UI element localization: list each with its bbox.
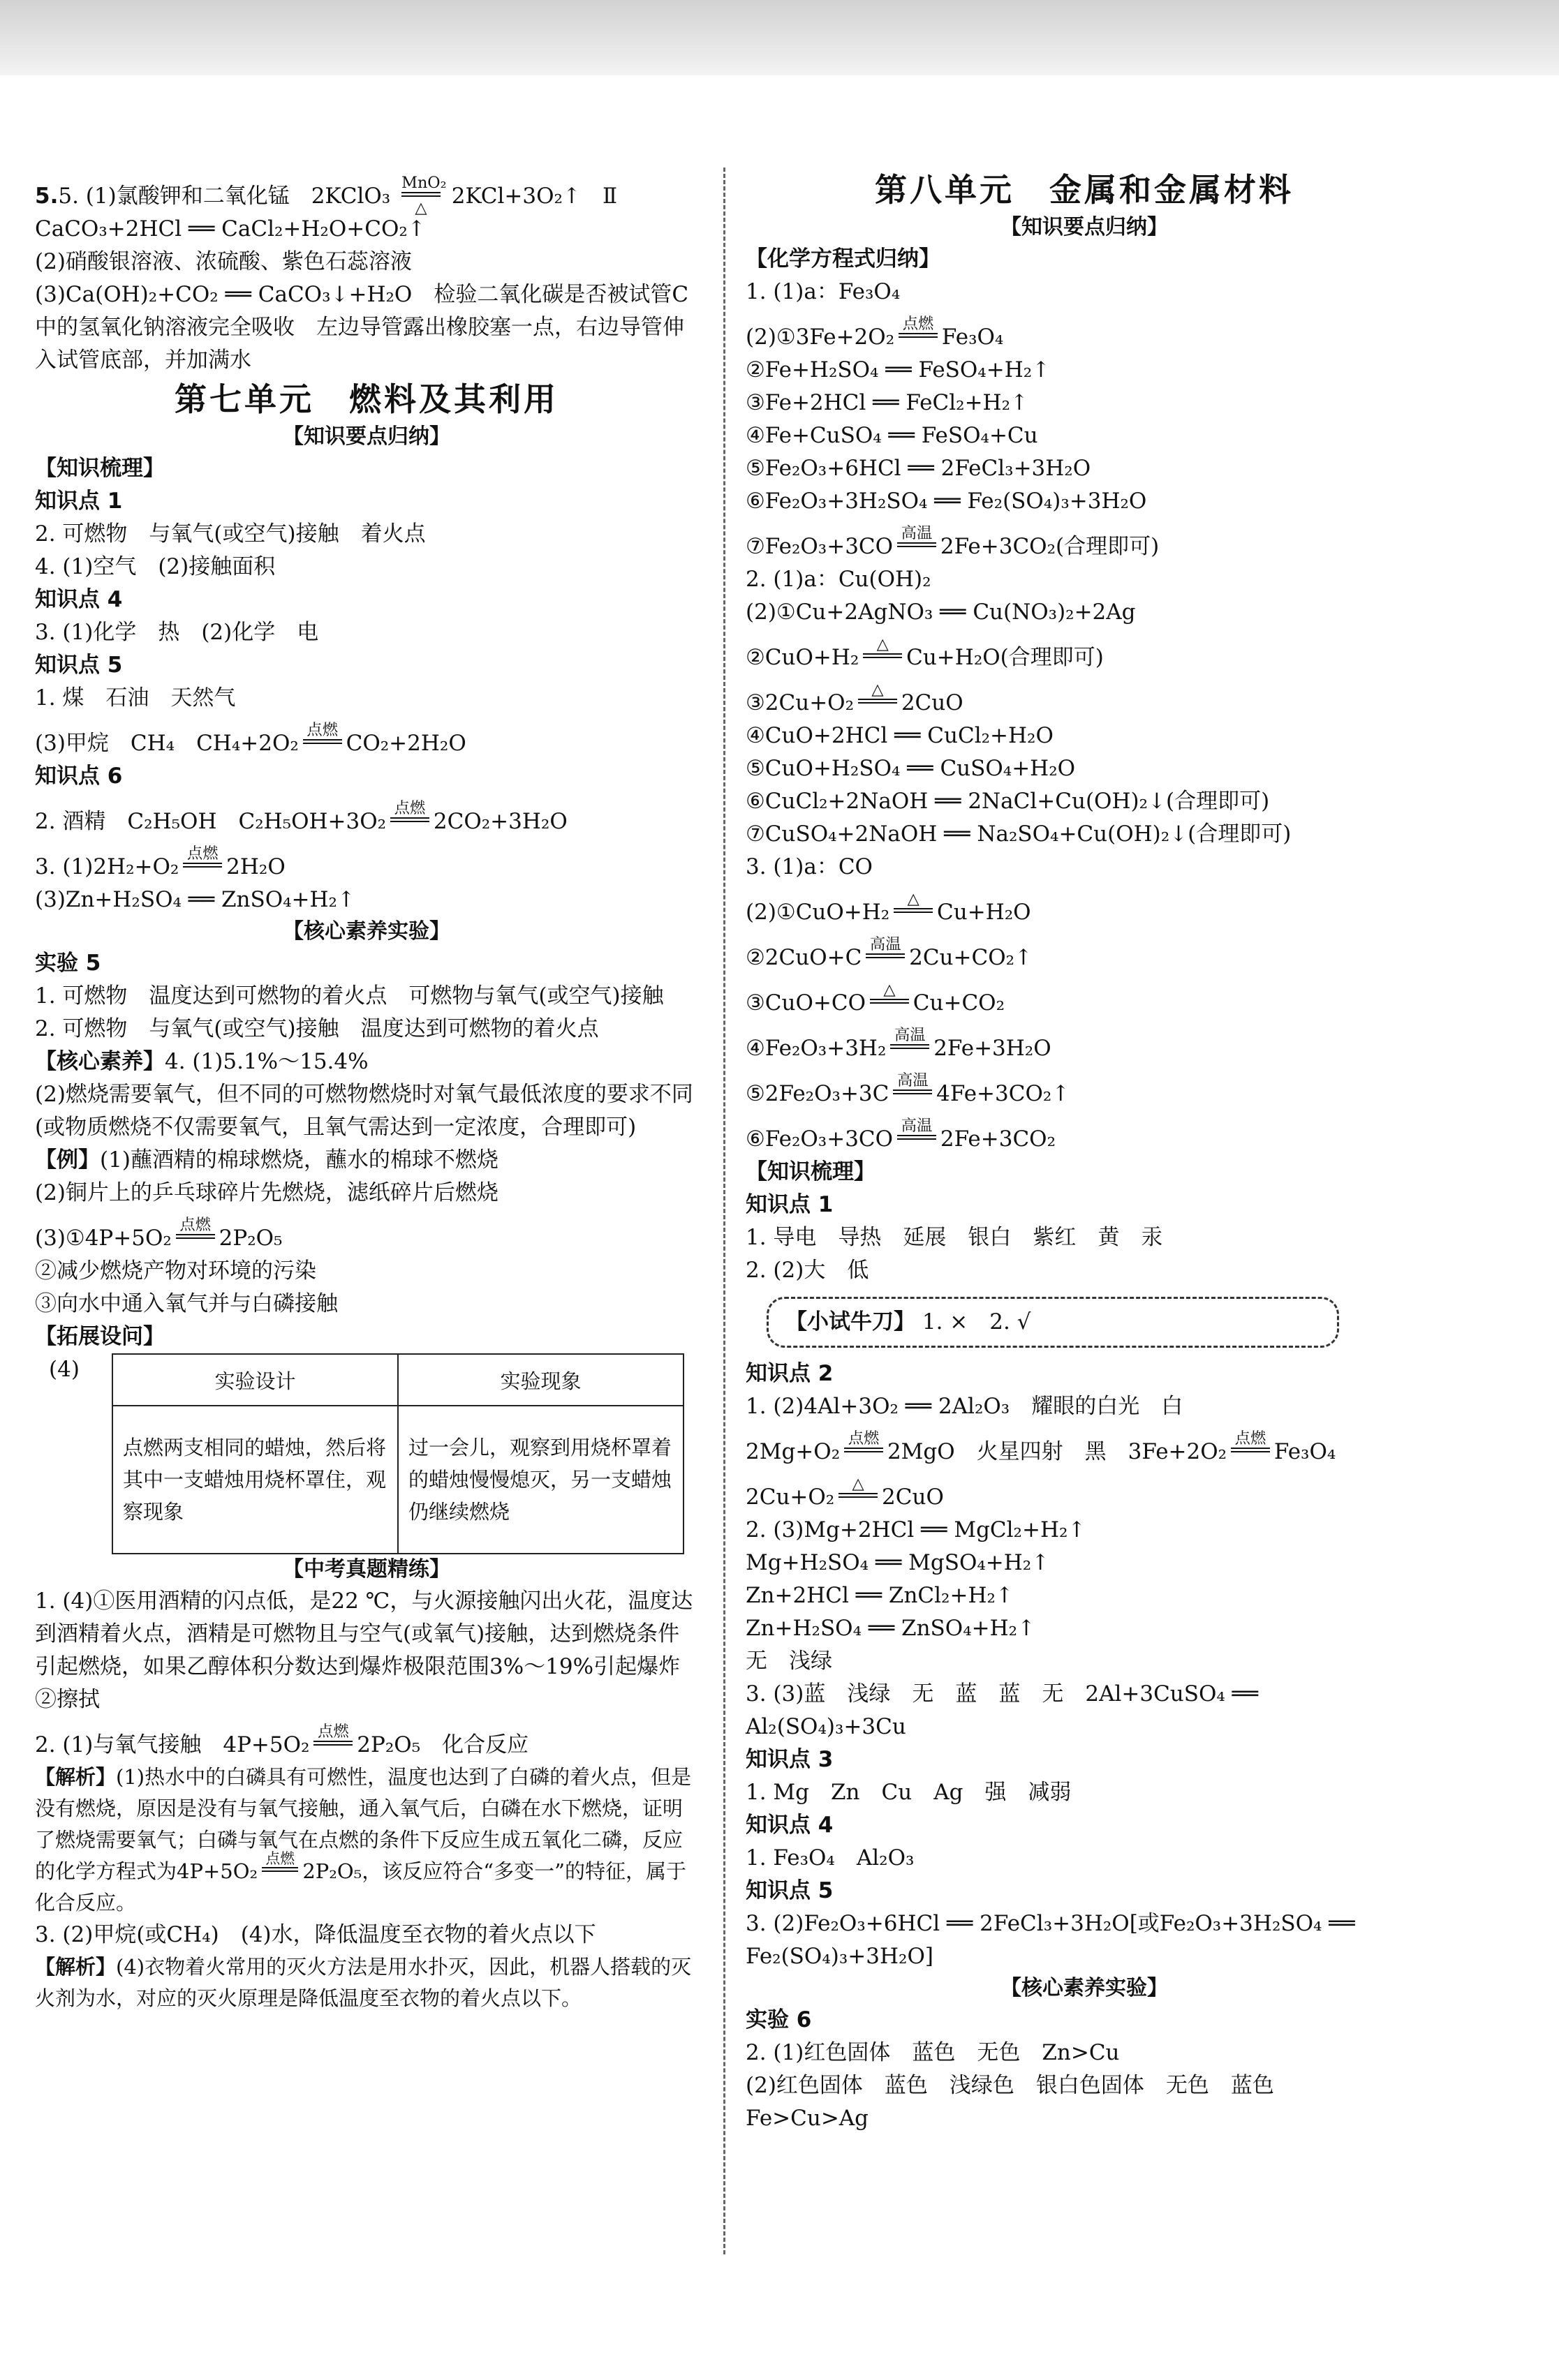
- equation-left: (3)甲烷 CH₄ CH₄+2O₂: [35, 731, 299, 756]
- condition-label: 高温: [901, 524, 933, 543]
- answer-line: 3. (1)a：CO: [746, 854, 873, 879]
- condition-label: 点燃: [186, 845, 219, 863]
- reaction-condition: [303, 721, 342, 750]
- knowledge-point-label: 知识点 2: [746, 1361, 834, 1386]
- answer-line: 1. 可燃物 温度达到可燃物的着火点 可燃物与氧气(或空气)接触: [35, 983, 664, 1009]
- answer-line: ③向水中通入氧气并与白磷接触: [35, 1291, 338, 1316]
- equation-left: ②CuO+H₂: [746, 645, 859, 670]
- answer-line: 3. (2)Fe₂O₃+6HCl ══ 2FeCl₃+3H₂O[或Fe₂O₃+3H₂SO₄ ══: [746, 1911, 1355, 1936]
- equation-line: ⑤Fe₂O₃+6HCl ══ 2FeCl₃+3H₂O: [746, 456, 1091, 481]
- experiment-table-wrap: [35, 1353, 698, 1554]
- quick-try-answers: 1. × 2. √: [922, 1309, 1031, 1334]
- heat-symbol: △: [871, 680, 884, 699]
- table-header: 实验现象: [398, 1354, 684, 1406]
- catalyst-label: MnO₂: [401, 174, 447, 193]
- section-heading: 【核心素养实验】: [1000, 1976, 1168, 2000]
- right-column: [746, 168, 1423, 2135]
- answer-line: (3)Zn+H₂SO₄ ══ ZnSO₄+H₂↑: [35, 887, 355, 912]
- equation-right: Cu+H₂O(合理即可): [906, 645, 1104, 670]
- equation-line: ②Fe+H₂SO₄ ══ FeSO₄+H₂↑: [746, 357, 1051, 382]
- equation-right: 2P₂O₅: [219, 1226, 283, 1251]
- equation-right: 2Fe+3CO₂: [940, 1126, 1056, 1152]
- heat-symbol: △: [876, 635, 889, 654]
- section-heading: 【化学方程式归纳】: [746, 246, 940, 272]
- condition-label: 点燃: [1234, 1429, 1266, 1448]
- knowledge-point-label: 知识点 3: [746, 1747, 834, 1772]
- equation-left: ④Fe₂O₃+3H₂: [746, 1036, 887, 1061]
- experiment-label: 实验 6: [746, 2007, 812, 2032]
- answer-line: 1. Fe₃O₄ Al₂O₃: [746, 1845, 915, 1870]
- example-label: 【例】: [35, 1147, 100, 1173]
- answer-line: 1. (4)①医用酒精的闪点低，是22 ℃，与火源接触闪出火花，温度达到酒精着火点，酒精是可燃物且与空气(或氧气)接触，达到燃烧条件引起燃烧，如果乙醇体积分数达到爆炸极限范围3%～19%引起爆炸 ②擦拭: [35, 1589, 702, 1712]
- equation-line: ⑥CuCl₂+2NaOH ══ 2NaCl+Cu(OH)₂↓(合理即可): [746, 789, 1270, 814]
- equation-line: 2. (3)Mg+2HCl ══ MgCl₂+H₂↑: [746, 1517, 1086, 1542]
- answer-line: [35, 793, 698, 838]
- answer-line: [35, 1716, 698, 1762]
- answer-text: 2KCl+3O₂↑ Ⅱ: [451, 184, 618, 209]
- equation-left: ③CuO+CO: [746, 990, 866, 1016]
- condition-label: 点燃: [306, 721, 339, 740]
- equation-line: ④CuO+2HCl ══ CuCl₂+H₂O: [746, 723, 1054, 748]
- condition-label: 点燃: [179, 1216, 212, 1235]
- equation-left: 2. 酒精 C₂H₅OH C₂H₅OH+3O₂: [35, 809, 387, 834]
- analysis-paragraph: [35, 1762, 698, 1919]
- equation-line: [746, 1110, 1423, 1156]
- answer-line: 2. 可燃物 与氧气(或空气)接触 温度达到可燃物的着火点: [35, 1016, 599, 1041]
- answer-line: 3. (1)化学 热 (2)化学 电: [35, 620, 319, 645]
- analysis-label: 【解析】: [35, 1765, 117, 1789]
- equation-left: ⑥Fe₂O₃+3CO: [746, 1126, 894, 1152]
- unit-title: 第八单元 金属和金属材料: [875, 171, 1294, 209]
- table-cell: 过一会儿，观察到用烧杯罩着的蜡烛慢慢熄灭，另一支蜡烛仍继续燃烧: [398, 1406, 684, 1554]
- equation-line: [746, 1065, 1423, 1110]
- equation-right: 2P₂O₅ 化合反应: [357, 1732, 529, 1757]
- equation-right: 2H₂O: [226, 854, 286, 879]
- section-heading: 【知识要点归纳】: [1000, 215, 1168, 239]
- answer-line: 5.5. (1)氯酸钾和二氧化锰 2KClO₃ MnO₂ △ 2KCl+3O₂↑ Ⅱ: [35, 174, 618, 217]
- analysis-text: (1)热水中的白磷具有可燃性，温度也达到了白磷的着火点，但是没有燃烧，原因是没有与氧气接触，通入氧气后，白磷在水下燃烧，证明了燃烧需要氧气；白磷与氧气在点燃的条件下反应生成五氧化二磷，反应的化学方程式为4P+5O₂: [35, 1765, 692, 1883]
- equation-line: [746, 1468, 1423, 1514]
- equation-left: (3)①4P+5O₂: [35, 1226, 172, 1251]
- equation-line: Zn+2HCl ══ ZnCl₂+H₂↑: [746, 1583, 1014, 1608]
- equation-line: [746, 629, 1423, 674]
- knowledge-point-label: 知识点 4: [35, 587, 123, 612]
- reaction-condition: [897, 1117, 936, 1146]
- equation-line: Zn+H₂SO₄ ══ ZnSO₄+H₂↑: [746, 1616, 1036, 1641]
- equation-line: ⑦CuSO₄+2NaOH ══ Na₂SO₄+Cu(OH)₂↓(合理即可): [746, 821, 1292, 847]
- table-cell: 点燃两支相同的蜡烛，然后将其中一支蜡烛用烧杯罩住，观察现象: [112, 1406, 398, 1554]
- answer-line: 无 浅绿: [746, 1649, 832, 1674]
- answer-line: [35, 715, 698, 760]
- analysis-text: (4)衣物着火常用的灭火方法是用水扑灭，因此，机器人搭载的灭火剂为水，对应的灭火原理是降低温度至衣物的着火点以下。: [35, 1955, 692, 2010]
- answer-line: [35, 1144, 698, 1177]
- equation-line: [746, 1020, 1423, 1065]
- answer-line: 1. (2)4Al+3O₂ ══ 2Al₂O₃ 耀眼的白光 白: [746, 1394, 1183, 1419]
- equation-right: Cu+CO₂: [913, 990, 1005, 1016]
- answer-line: [35, 1046, 698, 1078]
- analysis-text: 2P₂O₅，该反应符合“多变一”的特征，属于化合反应。: [35, 1859, 686, 1914]
- knowledge-point-label: 知识点 6: [35, 764, 123, 789]
- answer-line: 2. (1)红色固体 蓝色 无色 Zn>Cu: [746, 2040, 1120, 2065]
- equation-line: [746, 929, 1423, 974]
- analysis-paragraph: [35, 1951, 698, 2014]
- answer-line: [35, 838, 698, 884]
- knowledge-point-label: 知识点 5: [746, 1878, 834, 1903]
- equation-line: ④Fe+CuSO₄ ══ FeSO₄+Cu: [746, 423, 1038, 448]
- quick-try-box: [767, 1297, 1339, 1348]
- condition-label: 高温: [869, 935, 901, 954]
- reaction-condition: [313, 1723, 353, 1752]
- reaction-condition: [390, 799, 429, 828]
- equation-left: ⑤2Fe₂O₃+3C: [746, 1081, 889, 1106]
- reaction-condition: [893, 1071, 932, 1101]
- section-heading: 【知识梳理】: [35, 456, 165, 481]
- answer-line: 1. Mg Zn Cu Ag 强 减弱: [746, 1780, 1072, 1805]
- condition-label: 点燃: [265, 1850, 295, 1868]
- equation-line: (2)①Cu+2AgNO₃ ══ Cu(NO₃)₂+2Ag: [746, 600, 1136, 625]
- reaction-condition: [863, 635, 902, 664]
- condition-label: 点燃: [902, 315, 934, 334]
- equation-right: CO₂+2H₂O: [346, 731, 466, 756]
- answer-line: 1. 煤 石油 天然气: [35, 685, 236, 711]
- column-divider: [723, 168, 725, 2254]
- equation-right: 2MgO 火星四射 黑 3Fe+2O₂: [887, 1439, 1227, 1464]
- equation-left: ③2Cu+O₂: [746, 690, 855, 715]
- question-number: (4): [49, 1357, 80, 1382]
- equation-line: ⑥Fe₂O₃+3H₂SO₄ ══ Fe₂(SO₄)₃+3H₂O: [746, 489, 1147, 514]
- answer-line: (2)铜片上的乒乓球碎片先燃烧，滤纸碎片后燃烧: [35, 1180, 498, 1205]
- condition-label: 高温: [894, 1026, 926, 1045]
- equation-line: ⑤CuO+H₂SO₄ ══ CuSO₄+H₂O: [746, 756, 1076, 781]
- equation-line: Mg+H₂SO₄ ══ MgSO₄+H₂↑: [746, 1550, 1050, 1575]
- quick-try-label: 【小试牛刀】: [785, 1309, 915, 1334]
- equation-right: 2Cu+CO₂↑: [909, 945, 1033, 970]
- answer-line: Fe₂(SO₄)₃+3H₂O]: [746, 1944, 933, 1969]
- reaction-condition: [866, 935, 905, 965]
- condition-label: 点燃: [848, 1429, 880, 1448]
- equation-line: [746, 308, 1423, 354]
- equation-left: (2)①CuO+H₂: [746, 900, 890, 925]
- condition-label: 高温: [901, 1117, 933, 1136]
- answer-line: CaCO₃+2HCl ══ CaCl₂+H₂O+CO₂↑: [35, 216, 426, 241]
- equation-right: Cu+H₂O: [937, 900, 1031, 925]
- answer-line: Fe>Cu>Ag: [746, 2106, 869, 2131]
- equation-left: 2Mg+O₂: [746, 1439, 841, 1464]
- equation-line: [746, 1423, 1423, 1468]
- answer-line: (2)红色固体 蓝色 浅绿色 银白色固体 无色 蓝色: [746, 2073, 1274, 2098]
- equation-right: 2Fe+3H₂O: [933, 1036, 1051, 1061]
- reaction-condition: [838, 1475, 878, 1504]
- reaction-condition: [262, 1850, 298, 1878]
- answer-line: (2)燃烧需要氧气，但不同的可燃物燃烧时对氧气最低浓度的要求不同(或物质燃烧不仅需要氧气，且氧气需达到一定浓度，合理即可): [35, 1082, 693, 1140]
- core-label: 【核心素养】: [35, 1049, 165, 1074]
- heat-symbol: △: [852, 1475, 864, 1494]
- condition-label: 高温: [896, 1071, 929, 1090]
- equation-right: 2CuO: [882, 1485, 944, 1510]
- equation-line: [746, 974, 1423, 1020]
- answer-line: 1. 导电 导热 延展 银白 紫红 黄 汞: [746, 1225, 1163, 1250]
- equation-left: 2. (1)与氧气接触 4P+5O₂: [35, 1732, 310, 1757]
- reaction-condition: [401, 174, 447, 217]
- equation-left: 2Cu+O₂: [746, 1485, 835, 1510]
- equation-right: 2Fe+3CO₂(合理即可): [940, 534, 1160, 559]
- equation-line: [746, 884, 1423, 929]
- left-column: [35, 168, 702, 2014]
- heat-symbol: △: [883, 981, 896, 999]
- experiment-label: 实验 5: [35, 951, 101, 976]
- equation-right: 2CuO: [901, 690, 963, 715]
- section-heading: 【核心素养实验】: [283, 919, 450, 944]
- reaction-condition: [870, 981, 909, 1010]
- reaction-condition: [894, 890, 933, 919]
- reaction-condition: [858, 680, 897, 710]
- experiment-table: [112, 1353, 684, 1554]
- knowledge-point-label: 知识点 1: [35, 489, 123, 514]
- knowledge-point-label: 知识点 5: [35, 653, 123, 678]
- table-header: 实验设计: [112, 1354, 398, 1406]
- answer-line: 3. (2)甲烷(或CH₄) (4)水，降低温度至衣物的着火点以下: [35, 1922, 596, 1947]
- answer-line: 2. (1)a：Cu(OH)₂: [746, 567, 931, 592]
- equation-right: 2CO₂+3H₂O: [433, 809, 568, 834]
- heat-symbol: △: [907, 890, 919, 909]
- equation-right: Fe₃O₄: [941, 325, 1004, 350]
- equation-right: Fe₃O₄: [1273, 1439, 1336, 1464]
- answer-text: 5. (1)氯酸钾和二氧化锰 2KClO₃: [58, 184, 391, 209]
- equation-line: [746, 674, 1423, 720]
- heat-symbol: △: [415, 198, 427, 217]
- answer-text: (1)蘸酒精的棉球燃烧，蘸水的棉球不燃烧: [100, 1147, 498, 1173]
- condition-label: 点燃: [394, 799, 426, 818]
- answer-line: Al₂(SO₄)₃+3Cu: [746, 1714, 906, 1739]
- section-heading: 【中考真题精练】: [283, 1557, 450, 1582]
- answer-line: ②减少燃烧产物对环境的污染: [35, 1258, 316, 1284]
- section-heading: 【知识梳理】: [746, 1159, 875, 1184]
- equation-left: (2)①3Fe+2O₂: [746, 325, 895, 350]
- answer-line: (2)硝酸银溶液、浓硫酸、紫色石蕊溶液: [35, 249, 412, 274]
- reaction-condition: [1231, 1429, 1270, 1459]
- equation-left: 3. (1)2H₂+O₂: [35, 854, 179, 879]
- equation-left: ⑦Fe₂O₃+3CO: [746, 534, 894, 559]
- answer-line: 3. (3)蓝 浅绿 无 蓝 蓝 无 2Al+3CuSO₄ ══: [746, 1681, 1259, 1706]
- unit-title: 第七单元 燃料及其利用: [175, 380, 559, 418]
- answer-line: 4. (1)空气 (2)接触面积: [35, 554, 276, 579]
- condition-label: 点燃: [318, 1723, 349, 1741]
- knowledge-point-label: 知识点 4: [746, 1813, 834, 1838]
- reaction-condition: [899, 315, 938, 344]
- answer-line: (3)Ca(OH)₂+CO₂ ══ CaCO₃↓+H₂O 检验二氧化碳是否被试管C中的氢氧化钠溶液完全吸收 左边导管露出橡胶塞一点，右边导管伸入试管底部，并加满水: [35, 282, 689, 373]
- answer-text: 4. (1)5.1%～15.4%: [165, 1049, 369, 1074]
- scan-top-band: [0, 0, 1559, 75]
- equation-right: 4Fe+3CO₂↑: [936, 1081, 1070, 1106]
- reaction-condition: [897, 524, 936, 553]
- knowledge-point-label: 知识点 1: [746, 1192, 834, 1217]
- reaction-condition: [183, 845, 222, 874]
- answer-line: 2. 可燃物 与氧气(或空气)接触 着火点: [35, 521, 426, 546]
- equation-left: ②2CuO+C: [746, 945, 862, 970]
- section-heading: 【知识要点归纳】: [283, 424, 450, 449]
- extension-label: 【拓展设问】: [35, 1324, 165, 1349]
- equation-line: ③Fe+2HCl ══ FeCl₂+H₂↑: [746, 390, 1028, 415]
- reaction-condition: [844, 1429, 883, 1459]
- answer-line: 2. (2)大 低: [746, 1258, 869, 1283]
- answer-line: [35, 1210, 698, 1255]
- answer-line: 1. (1)a：Fe₃O₄: [746, 279, 901, 304]
- reaction-condition: [890, 1026, 929, 1055]
- reaction-condition: [176, 1216, 215, 1245]
- analysis-label: 【解析】: [35, 1955, 117, 1979]
- equation-line: [746, 518, 1423, 563]
